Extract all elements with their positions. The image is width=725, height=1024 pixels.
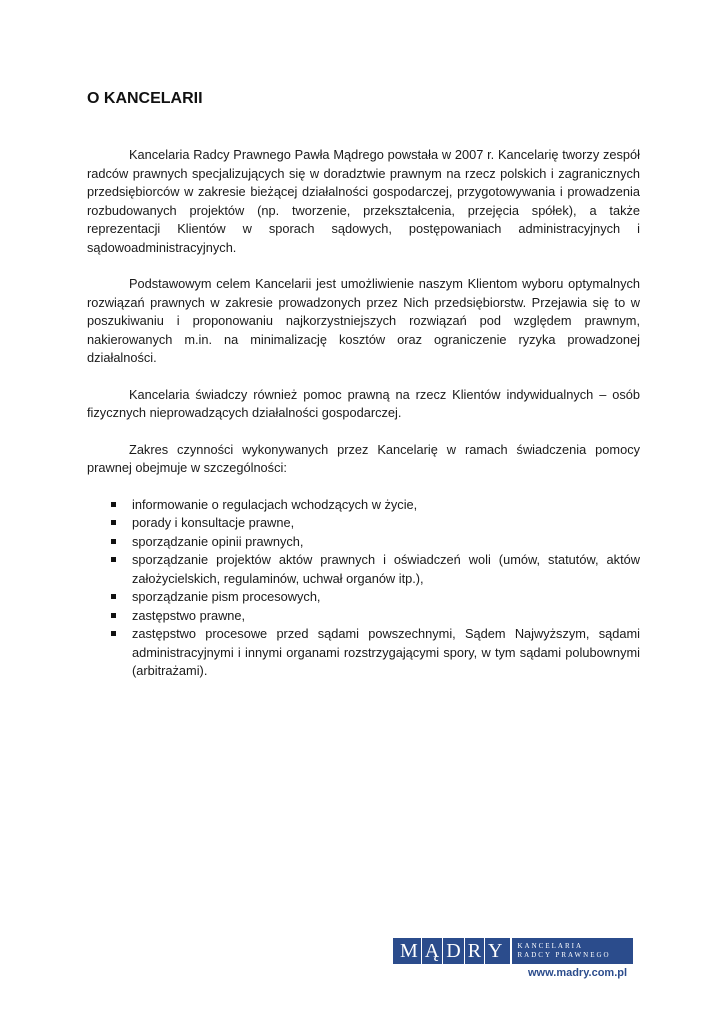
list-item bbox=[107, 514, 640, 533]
logo-tagline-line2: RADCY PRAWNEGO bbox=[517, 951, 611, 959]
logo-letter: M bbox=[397, 938, 422, 964]
list-item-text: sporządzanie opinii prawnych, bbox=[132, 533, 304, 549]
paragraph-intro: Kancelaria Radcy Prawnego Pawła Mądrego powstała w 2007 r. Kancelarię tworzy zespół radców prawnych specjalizujących się w doradztwie prawnym na rzecz polskich i zagranicznych przedsiębiorców w zakresie bieżącej działalności gospodarczej, przygotowywania i prowadzenia rozbudowanych projektów (np. tworzenie, przekształcenia, przejęcia spółek), a także reprezentacji Klientów w sporach sądowych, postępowaniach administracyjnych i sądowoadministracyjnych. bbox=[87, 147, 640, 255]
list-item-text: sporządzanie projektów aktów prawnych i oświadczeń woli (umów, statutów, aktów założycielskich, regulaminów, uchwał organów itp.), bbox=[132, 552, 640, 586]
list-item-text: porady i konsultacje prawne, bbox=[132, 515, 295, 530]
list-item-text: zastępstwo procesowe przed sądami powszechnymi, Sądem Najwyższym, sądami administracyjnymi i innymi organami rozstrzygającymi spory, w tym sądami polubownymi (arbitrażami). bbox=[132, 626, 640, 678]
logo-letter: D bbox=[443, 938, 464, 964]
page-title: O KANCELARII bbox=[87, 90, 203, 107]
logo-tagline-line1: KANCELARIA bbox=[517, 942, 583, 950]
logo-letters bbox=[393, 938, 510, 964]
list-item bbox=[107, 607, 640, 626]
logo-letter: Y bbox=[488, 940, 503, 962]
paragraph-goal: Podstawowym celem Kancelarii jest umożliwienie naszym Klientom wyboru optymalnych rozwiązań prawnych w zakresie prowadzonych przez Nich przedsiębiorstw. Przejawia się to w poszukiwaniu i proponowaniu najkorzystniejszych rozwiązań pod względem prawnym, nakierowanych m.in. na minimalizację kosztów oraz ograniczenie ryzyka prowadzonej działalności. bbox=[87, 276, 640, 365]
list-item-text: informowanie o regulacjach wchodzących w życie, bbox=[132, 496, 418, 512]
services-list bbox=[87, 496, 640, 681]
square-bullet-icon bbox=[111, 557, 116, 562]
list-item bbox=[107, 625, 640, 681]
logo-tagline bbox=[512, 938, 633, 964]
square-bullet-icon bbox=[111, 502, 116, 507]
square-bullet-icon bbox=[111, 594, 116, 599]
list-item-text: sporządzanie pism procesowych, bbox=[132, 589, 321, 604]
logo-letter: Ą bbox=[422, 938, 443, 964]
square-bullet-icon bbox=[111, 539, 116, 544]
website-link[interactable]: www.madry.com.pl bbox=[528, 967, 628, 979]
firm-logo bbox=[393, 938, 633, 964]
square-bullet-icon bbox=[111, 613, 116, 618]
body-text bbox=[87, 146, 640, 681]
square-bullet-icon bbox=[111, 520, 116, 525]
list-item bbox=[107, 533, 640, 552]
list-item bbox=[107, 551, 640, 588]
list-item bbox=[107, 588, 640, 607]
list-item bbox=[107, 496, 640, 515]
logo-letter: R bbox=[465, 938, 485, 964]
paragraph-individuals: Kancelaria świadczy również pomoc prawną na rzecz Klientów indywidualnych – osób fizycznych nieprowadzących działalności gospodarczej. bbox=[87, 386, 640, 420]
paragraph-scope: Zakres czynności wykonywanych przez Kancelarię w ramach świadczenia pomocy prawnej obejmuje w szczególności: bbox=[87, 441, 640, 475]
square-bullet-icon bbox=[111, 631, 116, 636]
list-item-text: zastępstwo prawne, bbox=[132, 607, 246, 623]
